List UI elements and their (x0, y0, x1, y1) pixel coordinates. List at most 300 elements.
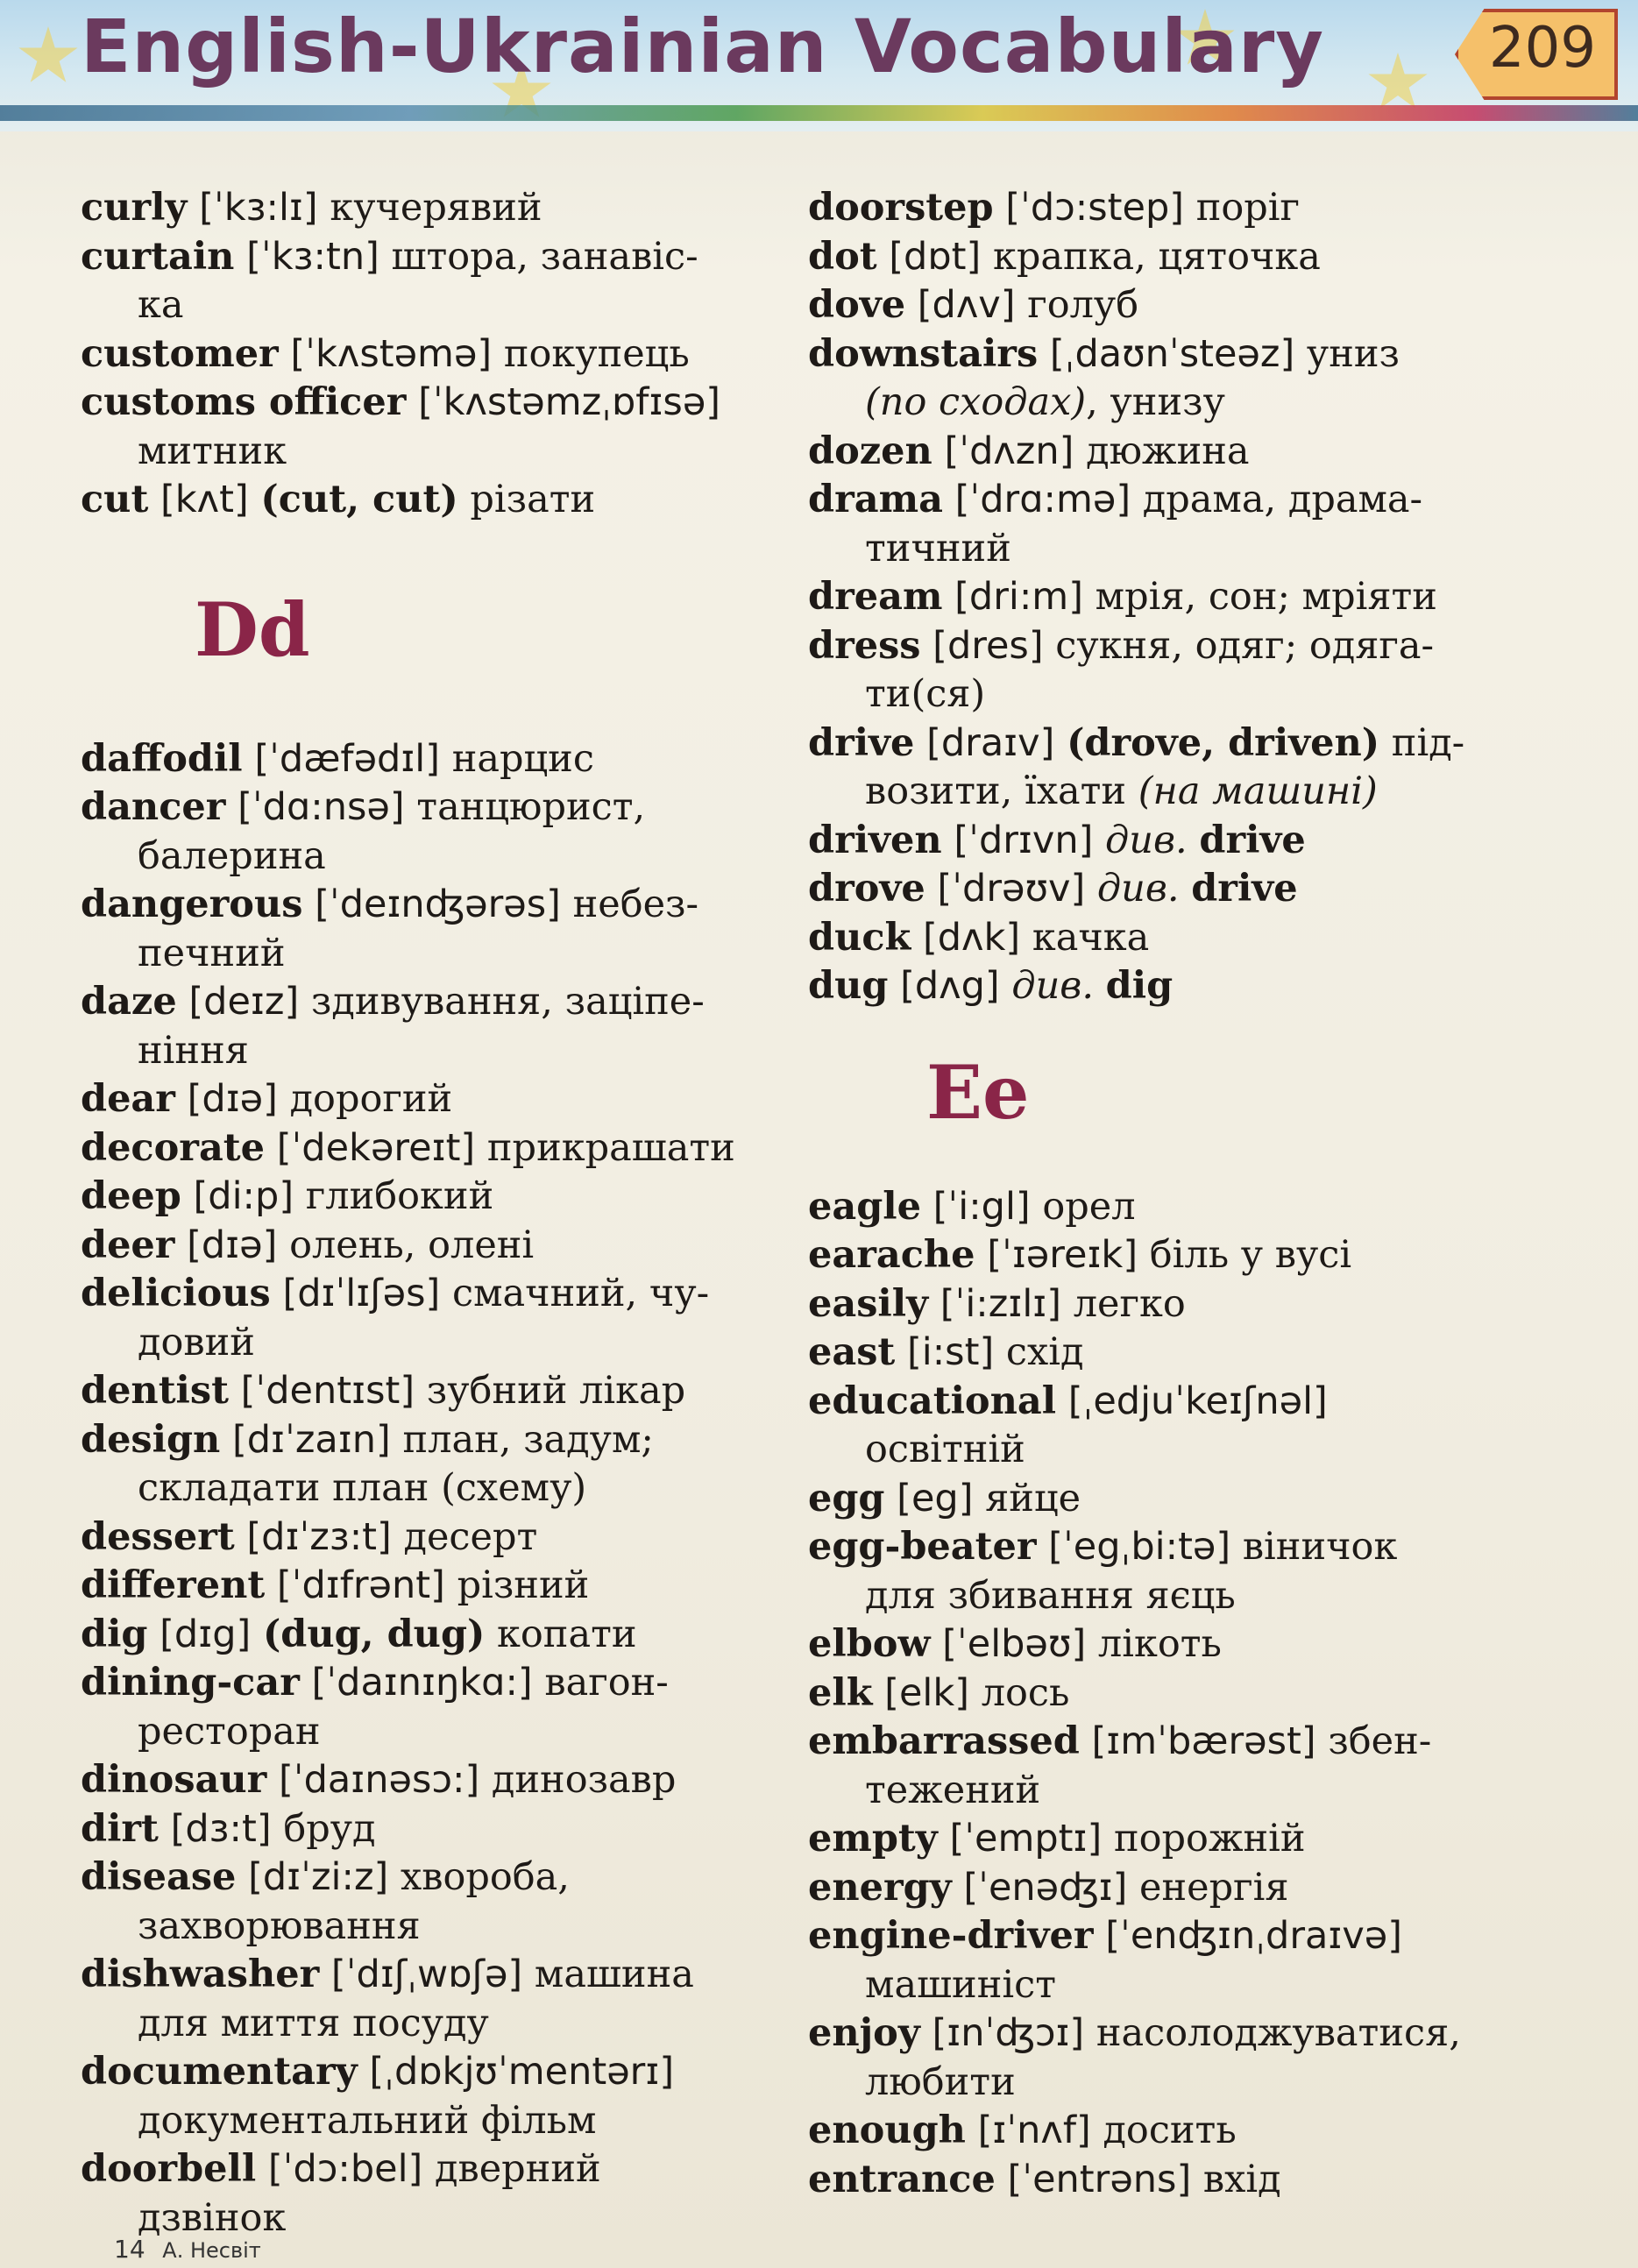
headword: doorstep (808, 186, 994, 230)
transcription: [ˈdeɪnʤərəs] (315, 882, 561, 926)
entry-line (808, 1329, 1597, 1378)
translation-continued: ресторан (138, 1709, 321, 1754)
translation: крапка, цяточка (992, 234, 1321, 279)
star-decoration (18, 26, 79, 88)
entry-continuation (81, 428, 799, 477)
transcription: [ˈdaɪnɪŋkɑ:] (311, 1661, 533, 1705)
headword: dream (808, 575, 943, 619)
translation: десерт (403, 1514, 538, 1559)
translation: віничок (1242, 1525, 1398, 1569)
headword: dinosaur (81, 1758, 267, 1802)
transcription: [elk] (884, 1670, 970, 1715)
translation: штора, занавіс- (391, 234, 698, 279)
entry-line (81, 735, 799, 784)
headword: egg (808, 1476, 885, 1520)
headword: daffodil (81, 736, 243, 781)
translation: під- (1391, 720, 1465, 765)
vocab-entry (808, 1329, 1597, 1378)
headword: dozen (808, 429, 932, 473)
entry-line (81, 1805, 799, 1854)
transcription: [dres] (932, 623, 1044, 668)
headword: delicious (81, 1272, 271, 1315)
entry-line (81, 1853, 799, 1903)
headword: curtain (81, 234, 235, 279)
transcription: [ˈkʌstəmzˌɒfɪsə] (418, 380, 721, 424)
vocab-entry (81, 881, 799, 978)
translation: зубний лікар (426, 1369, 686, 1413)
translation: мрія, сон; мріяти (1095, 575, 1437, 619)
translation: смачний, чу- (451, 1272, 710, 1315)
translation: яйце (985, 1476, 1081, 1520)
vocab-entry (808, 2156, 1597, 2205)
reference-word: drive (1191, 867, 1298, 911)
transcription: [ˈɪəreɪk] (987, 1233, 1138, 1277)
headword: disease (81, 1855, 237, 1899)
verb-forms: (drove, driven) (1067, 720, 1380, 765)
entry-line (81, 379, 799, 428)
transcription: [i:st] (906, 1330, 995, 1374)
transcription: [dɪˈzɜ:t] (246, 1514, 392, 1559)
headword: entrance (808, 2157, 996, 2201)
transcription: [ˈdrɪvn] (954, 818, 1094, 862)
entry-line (808, 2107, 1597, 2156)
vocab-entry (81, 1659, 799, 1756)
headword: driven (808, 818, 942, 862)
entry-line (808, 1378, 1597, 1427)
vocab-entry (808, 914, 1597, 963)
translation: бруд (283, 1806, 376, 1851)
translation-continued: тичний (865, 526, 1011, 571)
vocab-entry (81, 978, 799, 1075)
translation-continued: складати план (схему) (138, 1466, 587, 1510)
headword: earache (808, 1233, 975, 1277)
transcription: [ˈdɪfrənt] (276, 1563, 445, 1607)
translation-note: (по сходах) (865, 380, 1087, 424)
entry-line (81, 184, 799, 233)
vocab-entry (808, 817, 1597, 866)
entry-continuation (808, 1961, 1597, 2010)
transcription: [dɜ:t] (170, 1806, 272, 1851)
entry-line (81, 1756, 799, 1805)
headword: dear (81, 1077, 175, 1121)
entry-line (81, 233, 799, 282)
translation: динозавр (491, 1758, 677, 1802)
vocab-entry (808, 1183, 1597, 1232)
vocab-entry (81, 2048, 799, 2145)
entry-continuation (808, 1572, 1597, 1621)
vocab-entry (81, 1951, 799, 2048)
entry-line (808, 1815, 1597, 1864)
entry-line (808, 719, 1597, 769)
see-reference: див. (1096, 867, 1180, 911)
vocab-entry (808, 622, 1597, 719)
entry-continuation (808, 525, 1597, 574)
vocab-entry (81, 1756, 799, 1805)
entry-line (808, 1718, 1597, 1767)
translation: хвороба, (400, 1855, 570, 1899)
headword: drive (808, 720, 915, 765)
transcription: [eg] (897, 1476, 974, 1520)
entry-line (808, 1475, 1597, 1524)
entry-line (808, 1669, 1597, 1719)
transcription: [ˈenəʤɪ] (963, 1865, 1128, 1910)
entry-line (808, 2009, 1597, 2059)
vocab-entry (81, 379, 799, 476)
translation: поріг (1195, 186, 1301, 230)
vocab-entry (81, 783, 799, 881)
vocab-entry (808, 1231, 1597, 1280)
vocab-entry (81, 2145, 799, 2243)
transcription: [ˈi:zɪlɪ] (940, 1281, 1062, 1326)
transcription: [ˌedjuˈkeɪʃnəl] (1067, 1379, 1328, 1423)
vocab-entry (808, 1669, 1597, 1719)
vocab-entry (808, 1620, 1597, 1669)
headword: customs officer (81, 380, 407, 424)
headword: embarrassed (808, 1719, 1080, 1763)
transcription: [draɪv] (926, 720, 1055, 765)
translation-note: (на машині) (1138, 769, 1378, 813)
vocab-entry (808, 184, 1597, 233)
footer-author: А. Несвіт (162, 2238, 261, 2263)
headword: dancer (81, 785, 226, 829)
translation-continued: тежений (865, 1768, 1041, 1812)
translation-continued: возити, їхати (865, 769, 1127, 813)
vocab-entry (808, 2107, 1597, 2156)
entry-continuation (81, 1903, 799, 1952)
transcription: [ˈdentɪst] (240, 1369, 415, 1413)
headword: dining-car (81, 1661, 300, 1705)
translation: схід (1005, 1330, 1084, 1374)
transcription: [ˈemptɪ] (949, 1817, 1103, 1860)
headword: dentist (81, 1369, 229, 1413)
headword: dove (808, 283, 906, 327)
transcription: [dɒt] (889, 234, 982, 279)
vocab-entry (808, 1912, 1597, 2009)
transcription: [dʌk] (922, 915, 1021, 960)
verb-forms: (cut, cut) (260, 478, 458, 521)
entry-line (81, 1562, 799, 1611)
entry-line (81, 2145, 799, 2194)
headword: engine-driver (808, 1914, 1094, 1958)
headword: cut (81, 478, 149, 521)
entry-line (808, 428, 1597, 477)
right-column (808, 184, 1597, 2204)
vocab-entry (81, 184, 799, 233)
translation-continued: митник (138, 429, 287, 473)
translation: дверний (435, 2147, 601, 2191)
entry-line (81, 1124, 799, 1173)
headword: doorbell (81, 2147, 257, 2191)
translation-continued: дзвінок (138, 2195, 287, 2240)
translation-continued: ка (138, 283, 184, 327)
vocab-entry (81, 1513, 799, 1563)
entry-line (81, 1075, 799, 1124)
vocab-entry (808, 1718, 1597, 1815)
entry-continuation (81, 1027, 799, 1076)
vocab-entry (808, 428, 1597, 477)
transcription: [ɪmˈbærəst] (1091, 1719, 1316, 1763)
transcription: [ɪnˈʤɔɪ] (932, 2011, 1085, 2055)
vocab-entry (808, 330, 1597, 428)
vocab-entry (808, 1815, 1597, 1864)
see-reference: див. (1011, 964, 1094, 1008)
translation: порожній (1113, 1817, 1306, 1860)
headword: drove (808, 867, 925, 911)
vocab-entry (808, 476, 1597, 573)
translation: легко (1073, 1281, 1186, 1326)
section-letter: Dd (195, 585, 310, 673)
headword: enough (808, 2109, 966, 2152)
translation-continued: печний (138, 931, 286, 975)
translation: качка (1032, 915, 1150, 960)
entry-continuation (81, 1708, 799, 1757)
entry-continuation (81, 1464, 799, 1513)
entry-line (808, 1183, 1597, 1232)
translation: орел (1042, 1184, 1136, 1229)
entry-continuation (808, 2059, 1597, 2108)
entry-line (81, 1222, 799, 1271)
headword: dangerous (81, 882, 303, 926)
entry-line (808, 817, 1597, 866)
translation: вхід (1202, 2157, 1281, 2201)
entry-line (81, 978, 799, 1027)
headword: decorate (81, 1125, 266, 1170)
vocab-entry (81, 1222, 799, 1271)
entry-line (808, 476, 1597, 525)
headword: elk (808, 1670, 873, 1715)
vocab-entry (81, 1270, 799, 1367)
reference-word: dig (1105, 964, 1174, 1008)
transcription: [dɪˈlɪʃəs] (282, 1272, 441, 1315)
headword: dishwasher (81, 1953, 320, 1996)
transcription: [ˌdɒkjʊˈmentərɪ] (369, 2050, 675, 2094)
transcription: [ˈdekəreɪt] (276, 1125, 476, 1170)
entry-line (808, 1864, 1597, 1913)
entry-line (81, 2048, 799, 2097)
headword: downstairs (808, 331, 1039, 376)
entry-line (81, 1173, 799, 1222)
entry-continuation (808, 1426, 1597, 1475)
vocab-entry (808, 1475, 1597, 1524)
translation-continued: документальний фільм (138, 2098, 597, 2143)
headword: curly (81, 186, 188, 230)
transcription: [dɪg] (160, 1612, 252, 1656)
headword: egg-beater (808, 1525, 1037, 1569)
vocab-entry (808, 1523, 1597, 1620)
entry-line (81, 1367, 799, 1416)
translation: насолоджуватися, (1096, 2011, 1461, 2055)
headword: educational (808, 1379, 1057, 1423)
vocab-entry (808, 962, 1597, 1011)
translation: униз (1306, 331, 1400, 376)
entry-line (81, 783, 799, 833)
entry-line (808, 1620, 1597, 1669)
transcription: [deɪz] (188, 980, 300, 1024)
headword: dress (808, 623, 921, 668)
headword: design (81, 1417, 221, 1462)
transcription: [dri:m] (954, 575, 1083, 619)
vocab-entry (81, 1805, 799, 1854)
transcription: [ˈdɔ:step] (1005, 186, 1185, 230)
vocab-entry (81, 1367, 799, 1416)
vocab-entry (81, 233, 799, 330)
page-footer (114, 2235, 261, 2264)
translation-continued: для збивання яєць (865, 1573, 1236, 1618)
transcription: [di:p] (193, 1174, 294, 1218)
headword: dessert (81, 1514, 235, 1559)
vocab-entry (81, 1562, 799, 1611)
entry-line (808, 1912, 1597, 1961)
transcription: [ˈdɪʃˌwɒʃə] (330, 1953, 523, 1996)
entry-line (81, 1416, 799, 1465)
vocab-entry (81, 476, 799, 525)
translation-continued: балерина (138, 833, 326, 878)
headword: documentary (81, 2050, 358, 2094)
entry-continuation (808, 768, 1597, 817)
headword: dot (808, 234, 877, 279)
translation: план, задум; (402, 1417, 654, 1462)
entry-continuation (808, 379, 1597, 428)
translation-continued: ти(ся) (865, 672, 986, 716)
translation: небез- (572, 882, 699, 926)
page-number: 209 (1488, 16, 1597, 81)
vocab-entry (81, 1173, 799, 1222)
translation: біль у вусі (1149, 1233, 1352, 1277)
headword: dug (808, 964, 889, 1008)
reference-word: drive (1199, 818, 1306, 862)
transcription: [dɪə] (187, 1223, 278, 1267)
translation-continued: захворювання (138, 1903, 421, 1948)
headword: daze (81, 980, 177, 1024)
transcription: [ˈdɑ:nsə] (238, 785, 405, 829)
transcription: [ˈdaɪnəsɔ:] (279, 1758, 480, 1802)
translation: різати (470, 478, 596, 521)
translation: сукня, одяг; одяга- (1055, 623, 1435, 668)
translation-continued: освітній (865, 1428, 1025, 1471)
rainbow-divider (0, 105, 1638, 121)
headword: drama (808, 478, 943, 521)
entry-continuation (81, 930, 799, 979)
headword: dirt (81, 1806, 159, 1851)
transcription: [ˈenʤɪnˌdraɪvə] (1105, 1914, 1403, 1958)
headword: customer (81, 331, 279, 376)
entry-continuation (81, 2097, 799, 2146)
entry-line (808, 330, 1597, 379)
left-column (81, 184, 799, 2243)
vocab-entry (808, 1378, 1597, 1475)
headword: elbow (808, 1622, 931, 1666)
translation: нарцис (451, 736, 594, 781)
verb-forms: (dug, dug) (262, 1612, 486, 1656)
entry-line (81, 1611, 799, 1660)
transcription: [ˈelbəʊ] (942, 1622, 1087, 1666)
translation: покупець (503, 331, 690, 376)
transcription: [ˈegˌbi:tə] (1048, 1525, 1231, 1569)
vocab-entry (81, 735, 799, 784)
translation-continued: ніння (138, 1028, 249, 1073)
entry-line (808, 1280, 1597, 1329)
entry-line (808, 573, 1597, 622)
entry-continuation (81, 1319, 799, 1368)
translation: вагон- (544, 1661, 669, 1705)
transcription: [ˈdrəʊv] (937, 867, 1086, 911)
vocab-entry (808, 281, 1597, 330)
transcription: [ˈentrəns] (1007, 2157, 1192, 2201)
translation: голуб (1027, 283, 1139, 327)
entry-line (808, 914, 1597, 963)
entry-continuation (808, 670, 1597, 719)
vocab-entry (808, 719, 1597, 817)
entry-line (808, 962, 1597, 1011)
transcription: [ˈdæfədɪl] (254, 736, 441, 781)
transcription: [ˌdaʊnˈsteəz] (1049, 331, 1295, 376)
transcription: [dɪˈzaɪn] (231, 1417, 391, 1462)
entry-line (808, 622, 1597, 671)
translation: танцюрист, (416, 785, 646, 829)
headword: dig (81, 1612, 148, 1656)
translation: здивування, заціпе- (310, 980, 705, 1024)
translation-continued: для миття посуду (138, 2001, 489, 2045)
entry-continuation (81, 281, 799, 330)
translation-continued: машиніст (865, 1962, 1057, 2007)
vocab-entry (81, 1611, 799, 1660)
entry-line (808, 1231, 1597, 1280)
entry-continuation (808, 1767, 1597, 1816)
entry-line (808, 865, 1597, 914)
transcription: [ˈkʌstəmə] (290, 331, 493, 376)
vocab-entry (81, 330, 799, 379)
entry-line (81, 476, 799, 525)
headword: easily (808, 1281, 929, 1326)
vocab-entry (808, 1280, 1597, 1329)
translation: машина (534, 1953, 694, 1996)
translation: олень, олені (289, 1223, 535, 1267)
vocab-entry (808, 573, 1597, 622)
entry-line (81, 1513, 799, 1563)
vocab-entry (81, 1416, 799, 1513)
translation: дюжина (1086, 429, 1250, 473)
vocab-entry (81, 1124, 799, 1173)
headword: deep (81, 1174, 181, 1218)
transcription: [dɪə] (187, 1077, 278, 1121)
section-letter: Ee (926, 1048, 1030, 1136)
see-reference: див. (1105, 818, 1188, 862)
transcription: [ˈkɜ:lɪ] (199, 186, 318, 230)
translation: лось (981, 1670, 1070, 1715)
vocab-entry (81, 1853, 799, 1951)
translation: прикрашати (486, 1125, 735, 1170)
entry-line (808, 184, 1597, 233)
vocab-entry (808, 1864, 1597, 1913)
entry-line (808, 233, 1597, 282)
vocab-entry (808, 865, 1597, 914)
headword: empty (808, 1817, 938, 1860)
headword: different (81, 1563, 266, 1607)
entry-line (808, 281, 1597, 330)
transcription: [ɪˈnʌf] (977, 2109, 1091, 2152)
headword: east (808, 1330, 896, 1374)
vocab-entry (81, 1075, 799, 1124)
translation-continued: , унизу (1086, 380, 1225, 424)
entry-line (808, 2156, 1597, 2205)
entry-line (808, 1523, 1597, 1572)
entry-line (81, 330, 799, 379)
translation: досить (1103, 2109, 1237, 2152)
translation: різний (457, 1563, 590, 1607)
translation: драма, драма- (1142, 478, 1423, 521)
entry-line (81, 1951, 799, 2000)
headword: enjoy (808, 2011, 920, 2055)
